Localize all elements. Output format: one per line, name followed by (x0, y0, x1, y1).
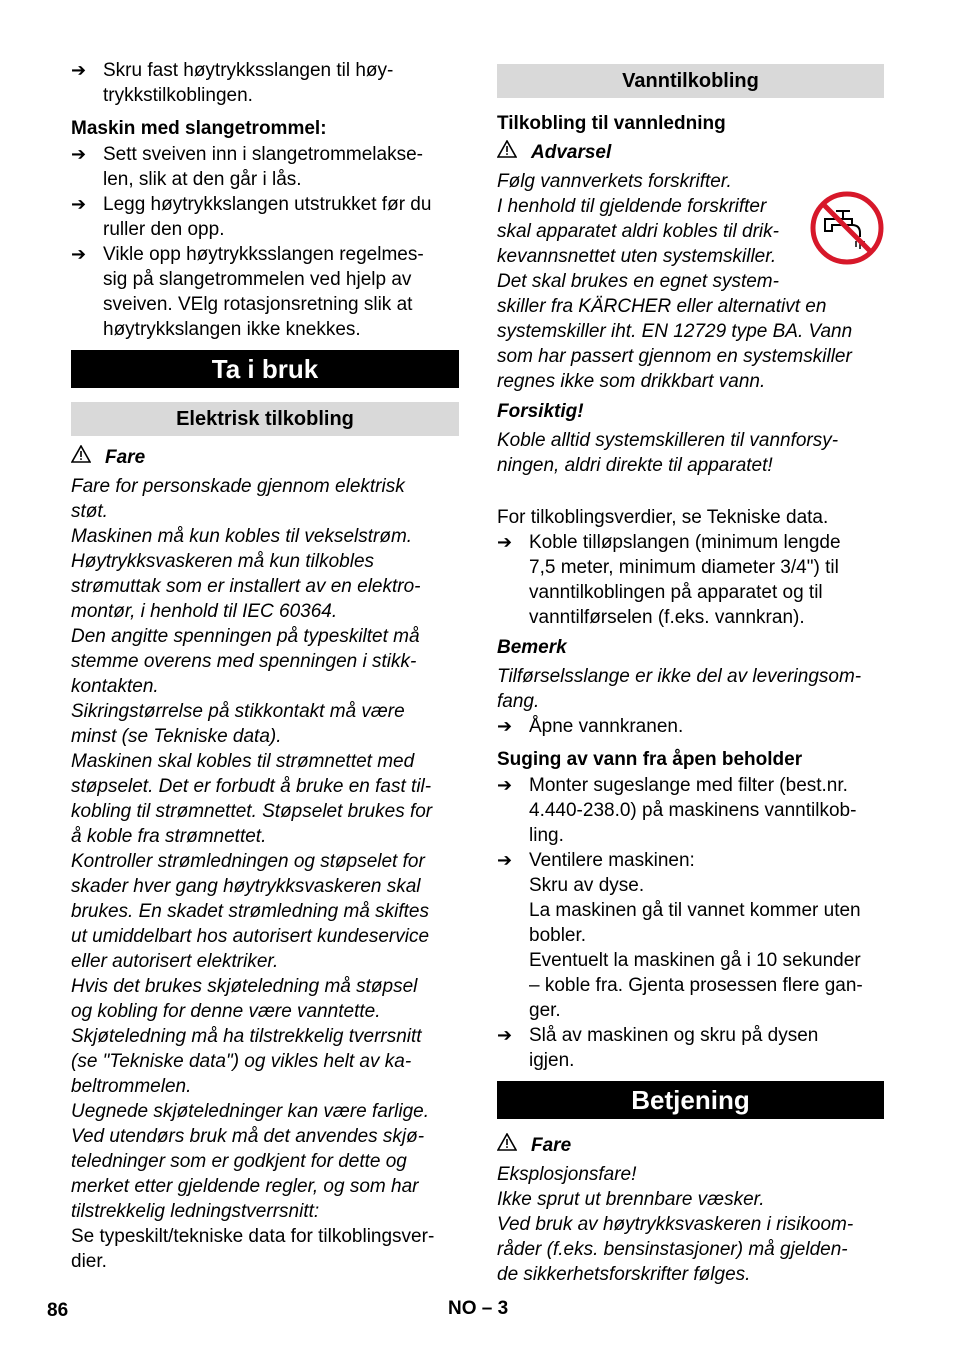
warning-line: eller autorisert elektriker. (71, 951, 279, 972)
danger-label: Fare (531, 1135, 572, 1156)
warning-line: Skjøteledning må ha tilstrekkelig tverrsnitt (71, 1026, 422, 1047)
open-tap-bullet (497, 714, 884, 739)
section-title-betjening: Betjening (497, 1081, 884, 1119)
warning-line: brukes. En skadet strømledning må skiftes (71, 901, 429, 922)
drum-bullet-2 (71, 192, 459, 242)
warning-line: Den angitte spenningen på typeskiltet må (71, 626, 420, 647)
warning-line: støt. (71, 501, 108, 522)
right-arrow-icon: ➔ (497, 716, 513, 736)
no-drinking-water-sign-icon (810, 191, 884, 265)
warning-line: beltrommelen. (71, 1076, 192, 1097)
bullet-line: sveiven. VElg rotasjonsretning slik at (103, 294, 413, 315)
subhead-drum: Maskin med slangetrommel: (71, 118, 327, 139)
caution-text (497, 428, 884, 478)
warning-line: Følg vannverkets forskrifter. (497, 171, 732, 192)
warning-line: Fare for personskade gjennom elektrisk (71, 476, 405, 497)
right-arrow-icon: ➔ (497, 775, 513, 795)
subhead-suction: Suging av vann fra åpen beholder (497, 749, 803, 770)
warning-line: Høytrykksvaskeren må kun tilkobles (71, 551, 375, 572)
bullet-line: Åpne vannkranen. (529, 716, 684, 737)
section-code: NO – 3 (448, 1298, 509, 1319)
bullet-line: Monter sugeslange med filter (best.nr. (529, 775, 848, 796)
warning-triangle-icon (497, 1133, 519, 1158)
warning-line: Maskinen må kun kobles til vekselstrøm. (71, 526, 413, 547)
warning-line: strømuttak som er installert av en elektro- (71, 576, 421, 597)
closing-text (71, 1224, 459, 1274)
warning-text (71, 474, 459, 1224)
vent-bullet (497, 848, 884, 1023)
bullet-line: trykkstilkoblingen. (103, 85, 253, 106)
bullet-line: ling. (529, 825, 564, 846)
subhead-connection: Tilkobling til vannledning (497, 113, 726, 134)
warning-label: Fare (105, 447, 146, 468)
warning-line: teledninger som er godkjent for dette og (71, 1151, 407, 1172)
note-line: Tilførselsslange er ikke del av leveringsom- (497, 666, 862, 687)
bullet-line: Vikle opp høytrykksslangen regelmes- (103, 244, 424, 265)
bullet-line: Ventilere maskinen: (529, 850, 695, 871)
bullet-line: sig på slangetrommelen ved hjelp av (103, 269, 412, 290)
bullet-line: Legg høytrykkslangen utstrukket før du (103, 194, 432, 215)
values-text: For tilkoblingsverdier, se Tekniske data. (497, 507, 829, 528)
warning-line: ut umiddelbart hos autorisert kundeservice (71, 926, 430, 947)
danger-line: de sikkerhetsforskrifter følges. (497, 1264, 751, 1285)
right-arrow-icon: ➔ (497, 850, 513, 870)
warning-line: Maskinen skal kobles til strømnettet med (71, 751, 415, 772)
bullet-line: Koble tilløpslangen (minimum lengde (529, 532, 841, 553)
warning-line: Sikringstørrelse på stikkontakt må være (71, 701, 405, 722)
bullet-line: 7,5 meter, minimum diameter 3/4") til (529, 557, 839, 578)
bullet-line: høytrykkslangen ikke knekkes. (103, 319, 361, 340)
warning-label: Advarsel (531, 142, 612, 163)
right-arrow-icon: ➔ (71, 194, 87, 214)
bullet-line: bobler. (529, 925, 587, 946)
hose-bullet (497, 530, 884, 630)
right-column (497, 64, 884, 1287)
caution-label: Forsiktig! (497, 401, 584, 422)
warning-block (497, 169, 884, 394)
subsection-title-elektrisk: Elektrisk tilkobling (71, 402, 459, 436)
warning-line: Kontroller strømledningen og støpselet for (71, 851, 425, 872)
suction-bullet (497, 773, 884, 848)
warning-line: som har passert gjennom en systemskiller (497, 346, 852, 367)
page-number: 86 (47, 1300, 69, 1321)
warning-line: kevannsnettet uten systemskiller. (497, 246, 777, 267)
warning-heading (71, 445, 459, 470)
warning-line: montør, i henhold til IEC 60364. (71, 601, 338, 622)
bullet-line: – koble fra. Gjenta prosessen flere gan- (529, 975, 863, 996)
final-bullet (497, 1023, 884, 1073)
bullet-line: Slå av maskinen og skru på dysen (529, 1025, 819, 1046)
warning-line: (se "Tekniske data") og vikles helt av ka- (71, 1051, 412, 1072)
bullet-line: Eventuelt la maskinen gå i 10 sekunder (529, 950, 861, 971)
warning-line: skal apparatet aldri kobles til drik- (497, 221, 779, 242)
warning-line: og kobling for denne være vanntette. (71, 1001, 381, 1022)
danger-line: Ikke sprut ut brennbare væsker. (497, 1189, 765, 1210)
right-arrow-icon: ➔ (71, 60, 87, 80)
warning-line: Det skal brukes en egnet system- (497, 271, 779, 292)
bullet-line: ruller den opp. (103, 219, 225, 240)
bullet-line: Skru fast høytrykksslangen til høy- (103, 60, 394, 81)
warning-heading (497, 140, 884, 165)
bullet-line: vanntilkoblingen på apparatet og til (529, 582, 823, 603)
note-text (497, 664, 884, 714)
bullet-line: Skru av dyse. (529, 875, 645, 896)
danger-line: Ved bruk av høytrykksvaskeren i risikoom- (497, 1214, 854, 1235)
warning-line: Hvis det brukes skjøteledning må støpsel (71, 976, 418, 997)
danger-text (497, 1162, 884, 1287)
closing-line: Se typeskilt/tekniske data for tilkoblingsver- (71, 1226, 435, 1247)
danger-line: råder (f.eks. bensinstasjoner) må gjelden- (497, 1239, 848, 1260)
bullet-line: igjen. (529, 1050, 575, 1071)
warning-line: kontakten. (71, 676, 159, 697)
warning-line: kobling til strømnettet. Støpselet brukes for (71, 801, 433, 822)
warning-line: merket etter gjeldende regler, og som har (71, 1176, 419, 1197)
bullet-line: 4.440-238.0) på maskinens vanntilkob- (529, 800, 857, 821)
note-label: Bemerk (497, 637, 567, 658)
warning-line: skader hver gang høytrykksvaskeren skal (71, 876, 421, 897)
warning-line: støpselet. Det er forbudt å bruke en fast til- (71, 776, 432, 797)
danger-heading (497, 1133, 884, 1158)
bullet-line: len, slik at den går i lås. (103, 169, 302, 190)
warning-triangle-icon (71, 445, 93, 470)
warning-line: tilstrekkelig ledningstverrsnitt: (71, 1201, 320, 1222)
intro-bullet (71, 58, 459, 108)
warning-line: skiller fra KÄRCHER eller alternativt en (497, 296, 827, 317)
danger-line: Eksplosjonsfare! (497, 1164, 637, 1185)
spacer (497, 478, 884, 503)
warning-text-wide (497, 294, 884, 394)
note-line: fang. (497, 691, 540, 712)
drum-bullet-3 (71, 242, 459, 342)
warning-triangle-icon (497, 140, 519, 165)
warning-line: minst (se Tekniske data). (71, 726, 282, 747)
warning-line: systemskiller iht. EN 12729 type BA. Vann (497, 321, 853, 342)
right-arrow-icon: ➔ (71, 144, 87, 164)
bullet-line: La maskinen gå til vannet kommer uten (529, 900, 861, 921)
left-column (71, 58, 459, 1274)
section-title-ta-i-bruk: Ta i bruk (71, 350, 459, 388)
bullet-line: Sett sveiven inn i slangetrommelakse- (103, 144, 423, 165)
closing-line: dier. (71, 1251, 107, 1272)
warning-line: regnes ikke som drikkbart vann. (497, 371, 766, 392)
caution-line: ningen, aldri direkte til apparatet! (497, 455, 773, 476)
bullet-line: vanntilførselen (f.eks. vannkran). (529, 607, 805, 628)
right-arrow-icon: ➔ (497, 532, 513, 552)
right-arrow-icon: ➔ (71, 244, 87, 264)
warning-line: Uegnede skjøteledninger kan være farlige. (71, 1101, 430, 1122)
drum-bullet-1 (71, 142, 459, 192)
caution-line: Koble alltid systemskilleren til vannforsy- (497, 430, 839, 451)
warning-line: Ved utendørs bruk må det anvendes skjø- (71, 1126, 425, 1147)
warning-line: å koble fra strømnettet. (71, 826, 267, 847)
warning-line: I henhold til gjeldende forskrifter (497, 196, 767, 217)
right-arrow-icon: ➔ (497, 1025, 513, 1045)
warning-line: stemme overens med spenningen i stikk- (71, 651, 417, 672)
bullet-line: ger. (529, 1000, 561, 1021)
subsection-title-vanntilkobling: Vanntilkobling (497, 64, 884, 98)
